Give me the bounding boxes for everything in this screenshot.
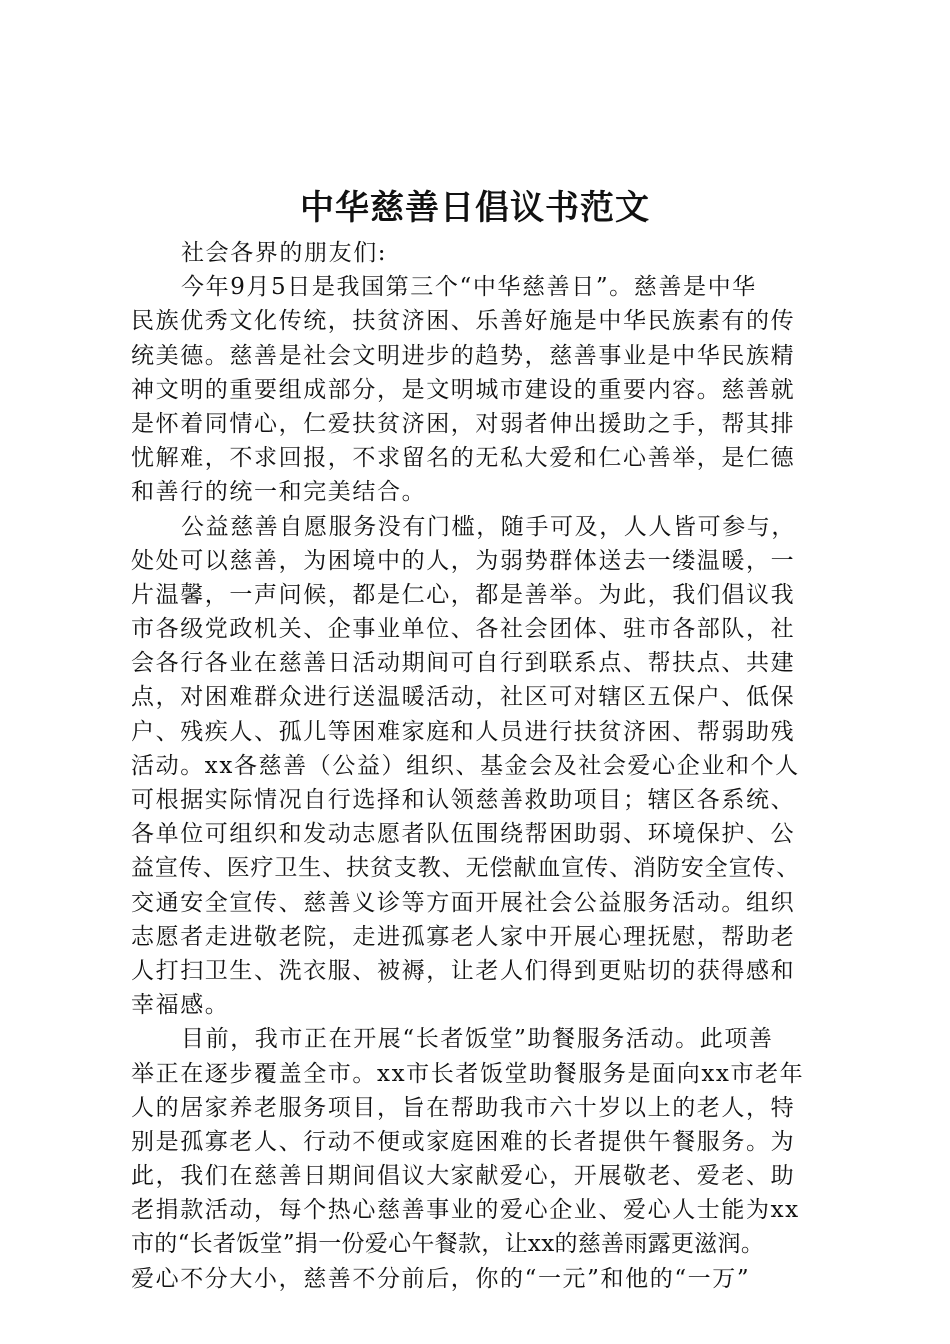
text-line: 忧解难，不求回报，不求留名的无私大爱和仁心善举，是仁德: [131, 445, 796, 472]
text-line: 可根据实际情况自行选择和认领慈善救助项目；辖区各系统、: [131, 787, 796, 813]
text-line: 市各级党政机关、企事业单位、各社会团体、驻市各部队，社: [131, 616, 796, 643]
document-title: 中华慈善日倡议书范文: [300, 188, 650, 228]
text-line: 今年9月5日是我国第三个“中华慈善日”。慈善是中华: [181, 274, 757, 301]
text-line: 志愿者走进敬老院，走进孤寡老人家中开展心理抚慰，帮助老: [131, 923, 796, 950]
text-line: 人打扫卫生、洗衣服、被褥，让老人们得到更贴切的获得感和: [131, 957, 796, 984]
text-line: 户、残疾人、孤儿等困难家庭和人员进行扶贫济困、帮弱助残: [131, 718, 796, 745]
text-line: 统美德。慈善是社会文明进步的趋势，慈善事业是中华民族精: [131, 342, 796, 369]
text-line: 交通安全宣传、慈善义诊等方面开展社会公益服务活动。组织: [131, 889, 796, 916]
text-line: 益宣传、医疗卫生、扶贫支教、无偿献血宣传、消防安全宣传、: [131, 855, 801, 882]
text-line: 处处可以慈善，为困境中的人，为弱势群体送去一缕温暖，一: [131, 547, 796, 574]
text-line: 目前，我市正在开展“长者饭堂”助餐服务活动。此项善: [181, 1026, 774, 1053]
text-line: 神文明的重要组成部分，是文明城市建设的重要内容。慈善就: [131, 376, 796, 403]
text-line: 老捐款活动，每个热心慈善事业的爱心企业、爱心人士能为xx: [131, 1197, 800, 1224]
text-line: 民族优秀文化传统，扶贫济困、乐善好施是中华民族素有的传: [131, 308, 796, 335]
text-line: 人的居家养老服务项目，旨在帮助我市六十岁以上的老人，特: [131, 1094, 796, 1121]
text-line: 各单位可组织和发动志愿者队伍围绕帮困助弱、环境保护、公: [131, 821, 796, 848]
document-body: [131, 236, 831, 1296]
text-line: 别是孤寡老人、行动不便或家庭困难的长者提供午餐服务。为: [131, 1128, 796, 1155]
text-line: 点，对困难群众进行送温暖活动，社区可对辖区五保户、低保: [131, 684, 796, 711]
text-line: 市的“长者饭堂”捐一份爱心午餐款，让xx的慈善雨露更滋润。: [131, 1231, 765, 1258]
text-line: 和善行的统一和完美结合。: [131, 479, 427, 506]
text-line: 幸福感。: [131, 992, 230, 1019]
text-line: 爱心不分大小，慈善不分前后，你的“一元”和他的“一万”: [131, 1265, 751, 1292]
text-line: 会各行各业在慈善日活动期间可自行到联系点、帮扶点、共建: [131, 650, 796, 677]
text-line: 活动。xx各慈善（公益）组织、基金会及社会爱心企业和个人: [131, 752, 800, 779]
text-line: 公益慈善自愿服务没有门槛，随手可及，人人皆可参与，: [181, 513, 796, 540]
text-line: 此，我们在慈善日期间倡议大家献爱心，开展敬老、爱老、助: [131, 1163, 796, 1190]
text-line: 是怀着同情心，仁爱扶贫济困，对弱者伸出援助之手，帮其排: [131, 410, 796, 437]
salutation-line: 社会各界的朋友们:: [181, 240, 388, 266]
text-line: 片温馨，一声问候，都是仁心，都是善举。为此，我们倡议我: [131, 581, 796, 608]
text-line: 举正在逐步覆盖全市。xx市长者饭堂助餐服务是面向xx市老年: [131, 1060, 805, 1087]
